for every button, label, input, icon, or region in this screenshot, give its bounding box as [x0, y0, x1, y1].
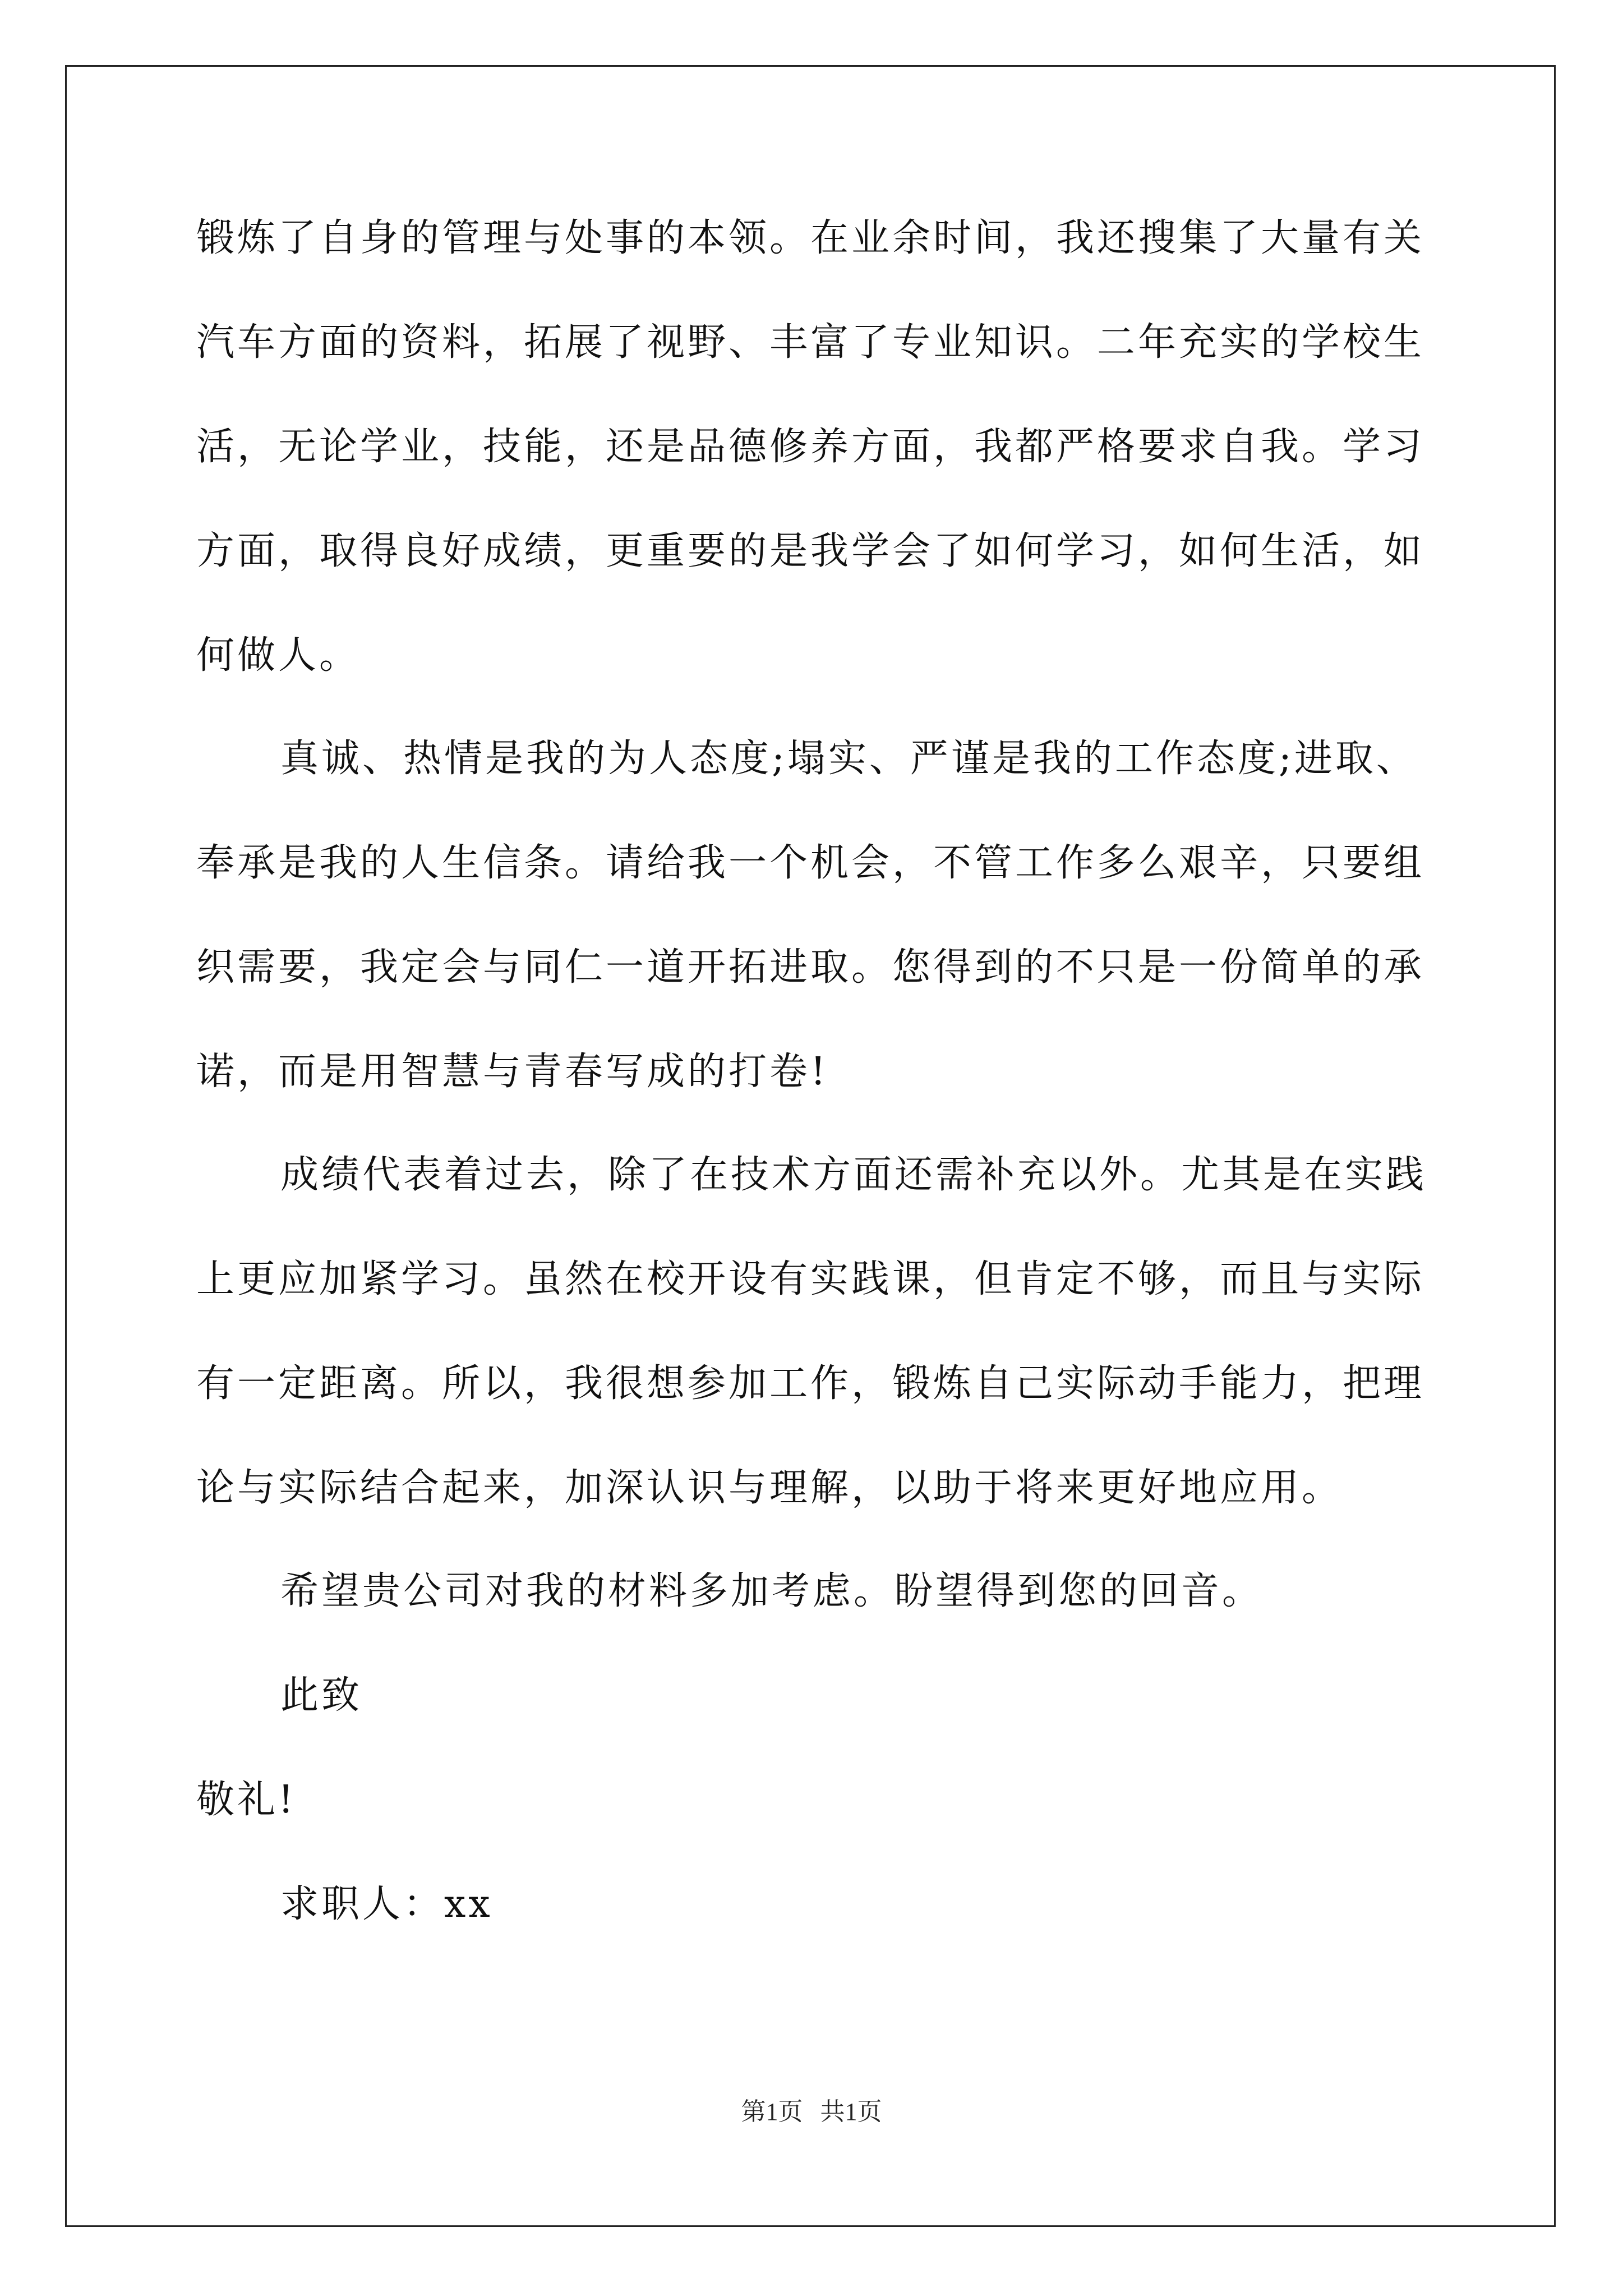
body-line: 诺，而是用智慧与青春写成的打卷! [196, 1050, 829, 1094]
page-number-current: 第1页 [741, 2098, 803, 2125]
body-line: 活，无论学业，技能，还是品德修养方面，我都严格要求自我。学习 [196, 425, 1425, 469]
body-line: 锻炼了自身的管理与处事的本领。在业余时间，我还搜集了大量有关 [196, 216, 1425, 260]
page-footer [0, 2095, 1623, 2129]
body-line: 上更应加紧学习。虽然在校开设有实践课，但肯定不够，而且与实际 [196, 1257, 1425, 1301]
page-number-total: 共1页 [820, 2098, 882, 2125]
body-line: 成绩代表着过去，除了在技术方面还需补充以外。尤其是在实践 [280, 1153, 1427, 1197]
body-line: 方面，取得良好成绩，更重要的是我学会了如何学习，如何生活，如 [196, 529, 1425, 573]
body-line: 奉承是我的人生信条。请给我一个机会，不管工作多么艰辛，只要组 [196, 841, 1425, 885]
body-line: 论与实际结合起来，加深认识与理解，以助于将来更好地应用。 [196, 1466, 1343, 1510]
body-line: 汽车方面的资料，拓展了视野、丰富了专业知识。二年充实的学校生 [196, 320, 1425, 365]
signature-applicant: 求职人：xx [280, 1882, 493, 1926]
closing-request: 希望贵公司对我的材料多加考虑。盼望得到您的回音。 [280, 1569, 1264, 1613]
body-line: 织需要，我定会与同仁一道开拓进取。您得到的不只是一份简单的承 [196, 945, 1425, 990]
body-line: 有一定距离。所以，我很想参加工作，锻炼自己实际动手能力，把理 [196, 1361, 1425, 1406]
salutation-jingli: 敬礼! [196, 1778, 297, 1822]
body-line: 真诚、热情是我的为人态度;塌实、严谨是我的工作态度;进取、 [280, 737, 1417, 781]
body-line: 何做人。 [196, 633, 361, 678]
salutation-cizhi: 此致 [280, 1673, 363, 1718]
